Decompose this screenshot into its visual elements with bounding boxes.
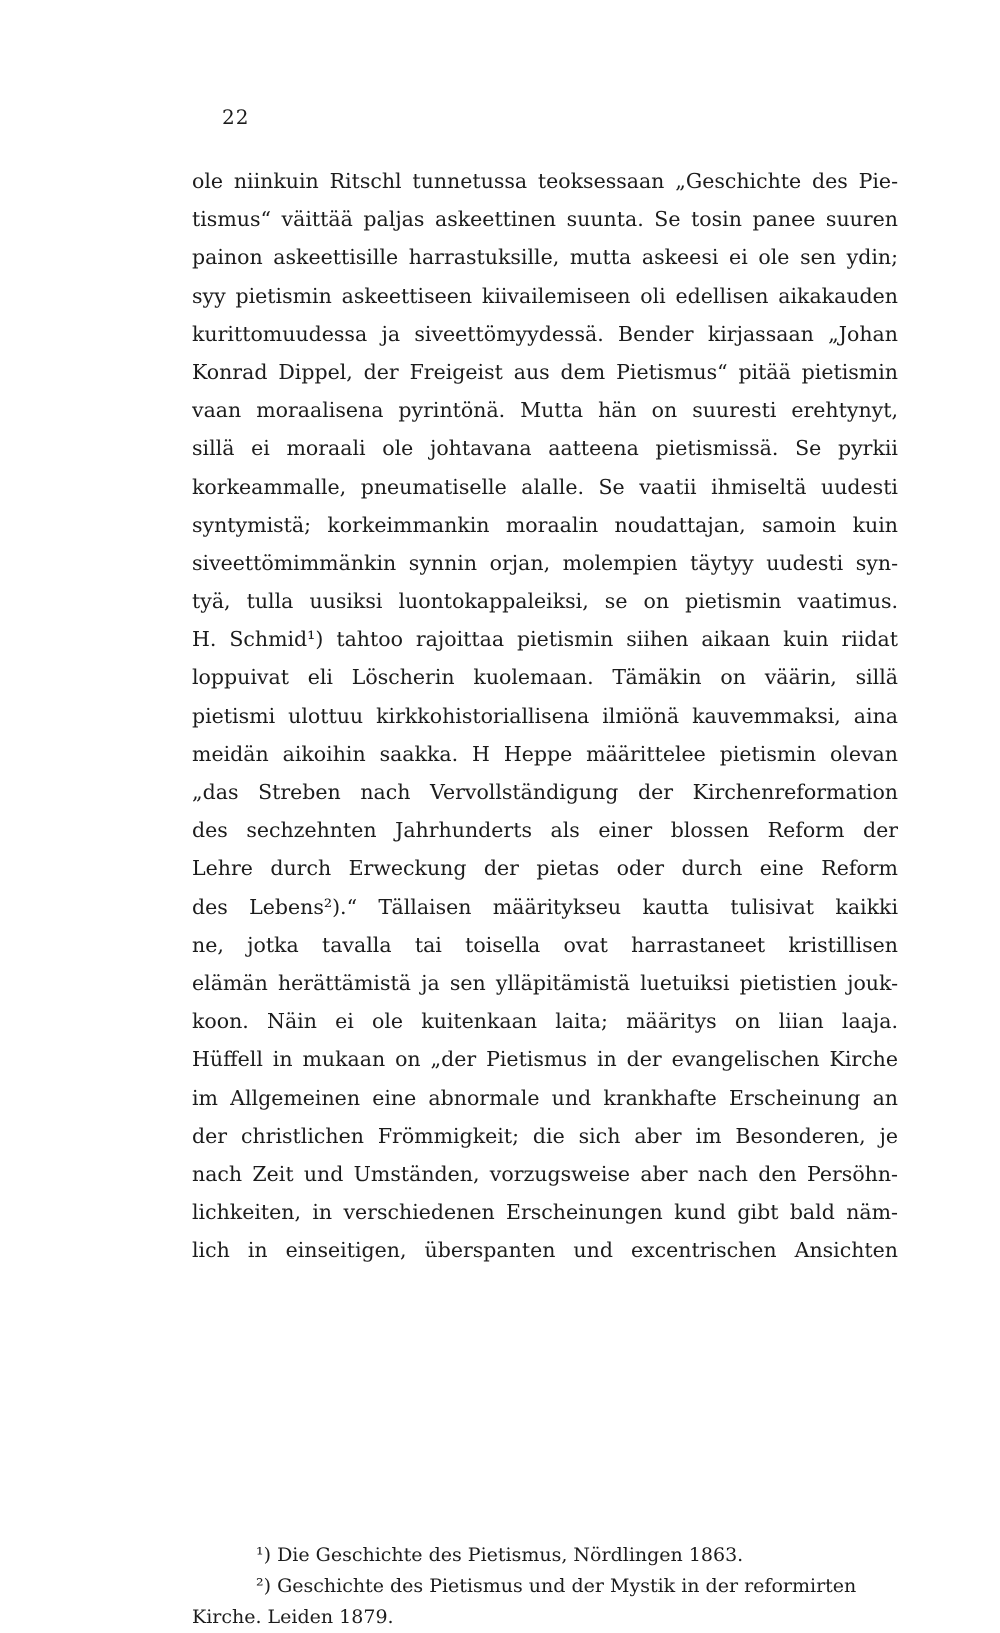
text-line: der christlichen Frömmigkeit; die sich aber im Besonderen, je xyxy=(192,1123,898,1148)
text-line: koon. Näin ei ole kuitenkaan laita; määritys on liian laaja. xyxy=(192,1009,898,1034)
text-line: „das Streben nach Vervollständigung der Kirchenreformation xyxy=(192,780,898,804)
text-line: H. Schmid¹) tahtoo rajoittaa pietismin siihen aikaan kuin riidat xyxy=(192,627,898,652)
text-line: ne, jotka tavalla tai toisella ovat harrastaneet kristillisen xyxy=(192,932,898,957)
footnotes xyxy=(192,1540,898,1633)
text-line: lichkeiten, in verschiedenen Erscheinungen kund gibt bald näm- xyxy=(192,1200,898,1225)
text-line: siveettömimmänkin synnin orjan, molempien täytyy uudesti syn- xyxy=(192,550,898,575)
text-line: loppuivat eli Löscherin kuolemaan. Tämäkin on väärin, sillä xyxy=(192,665,898,690)
text-line: ole niinkuin Ritschl tunnetussa teoksessaan „Geschichte des Pie- xyxy=(192,169,898,193)
text-line: pietismi ulottuu kirkkohistoriallisena ilmiönä kauvemmaksi, aina xyxy=(192,703,898,728)
footnote-1: ¹) Die Geschichte des Pietismus, Nördlingen 1863. xyxy=(256,1544,744,1566)
text-line: tyä, tulla uusiksi luontokappaleiksi, se on pietismin vaatimus. xyxy=(192,589,898,614)
text-line: korkeammalle, pneumatiselle alalle. Se vaatii ihmiseltä uudesti xyxy=(192,474,898,499)
text-line: vaan moraalisena pyrintönä. Mutta hän on suuresti erehtynyt, xyxy=(192,398,898,423)
text-line: Hüffell in mukaan on „der Pietismus in der evangelischen Kirche xyxy=(192,1047,898,1072)
footnote-2: ²) Geschichte des Pietismus und der Mystik in der reformirten xyxy=(256,1575,857,1597)
body-text xyxy=(192,162,898,1269)
text-line: tismus“ väittää paljas askeettinen suunta. Se tosin panee suuren xyxy=(192,207,898,232)
text-line: painon askeettisille harrastuksille, mutta askeesi ei ole sen ydin; xyxy=(192,245,898,270)
text-line: syy pietismin askeettiseen kiivailemiseen oli edellisen aikakauden xyxy=(192,283,898,308)
text-line: syntymistä; korkeimmankin moraalin noudattajan, samoin kuin xyxy=(192,512,898,537)
footnote-2-continued: Kirche. Leiden 1879. xyxy=(192,1606,394,1628)
text-line: im Allgemeinen eine abnormale und krankhafte Erscheinung an xyxy=(192,1085,898,1110)
text-line: des Lebens²).“ Tällaisen määritykseu kautta tulisivat kaikki xyxy=(192,894,898,919)
text-line: elämän herättämistä ja sen ylläpitämistä luetuiksi pietistien jouk- xyxy=(192,970,898,995)
text-line: Lehre durch Erweckung der pietas oder durch eine Reform xyxy=(192,856,898,881)
text-line: Konrad Dippel, der Freigeist aus dem Pietismus“ pitää pietismin xyxy=(192,359,898,384)
text-line: meidän aikoihin saakka. H Heppe määrittelee pietismin olevan xyxy=(192,741,898,766)
text-line: kurittomuudessa ja siveettömyydessä. Bender kirjassaan „Johan xyxy=(192,321,898,346)
page-number: 22 xyxy=(222,105,250,129)
text-line: sillä ei moraali ole johtavana aatteena pietismissä. Se pyrkii xyxy=(192,436,898,461)
text-line: lich in einseitigen, überspanten und excentrischen Ansichten xyxy=(192,1238,898,1263)
text-line: nach Zeit und Umständen, vorzugsweise aber nach den Persöhn- xyxy=(192,1161,898,1186)
text-line: des sechzehnten Jahrhunderts als einer blossen Reform der xyxy=(192,818,898,843)
